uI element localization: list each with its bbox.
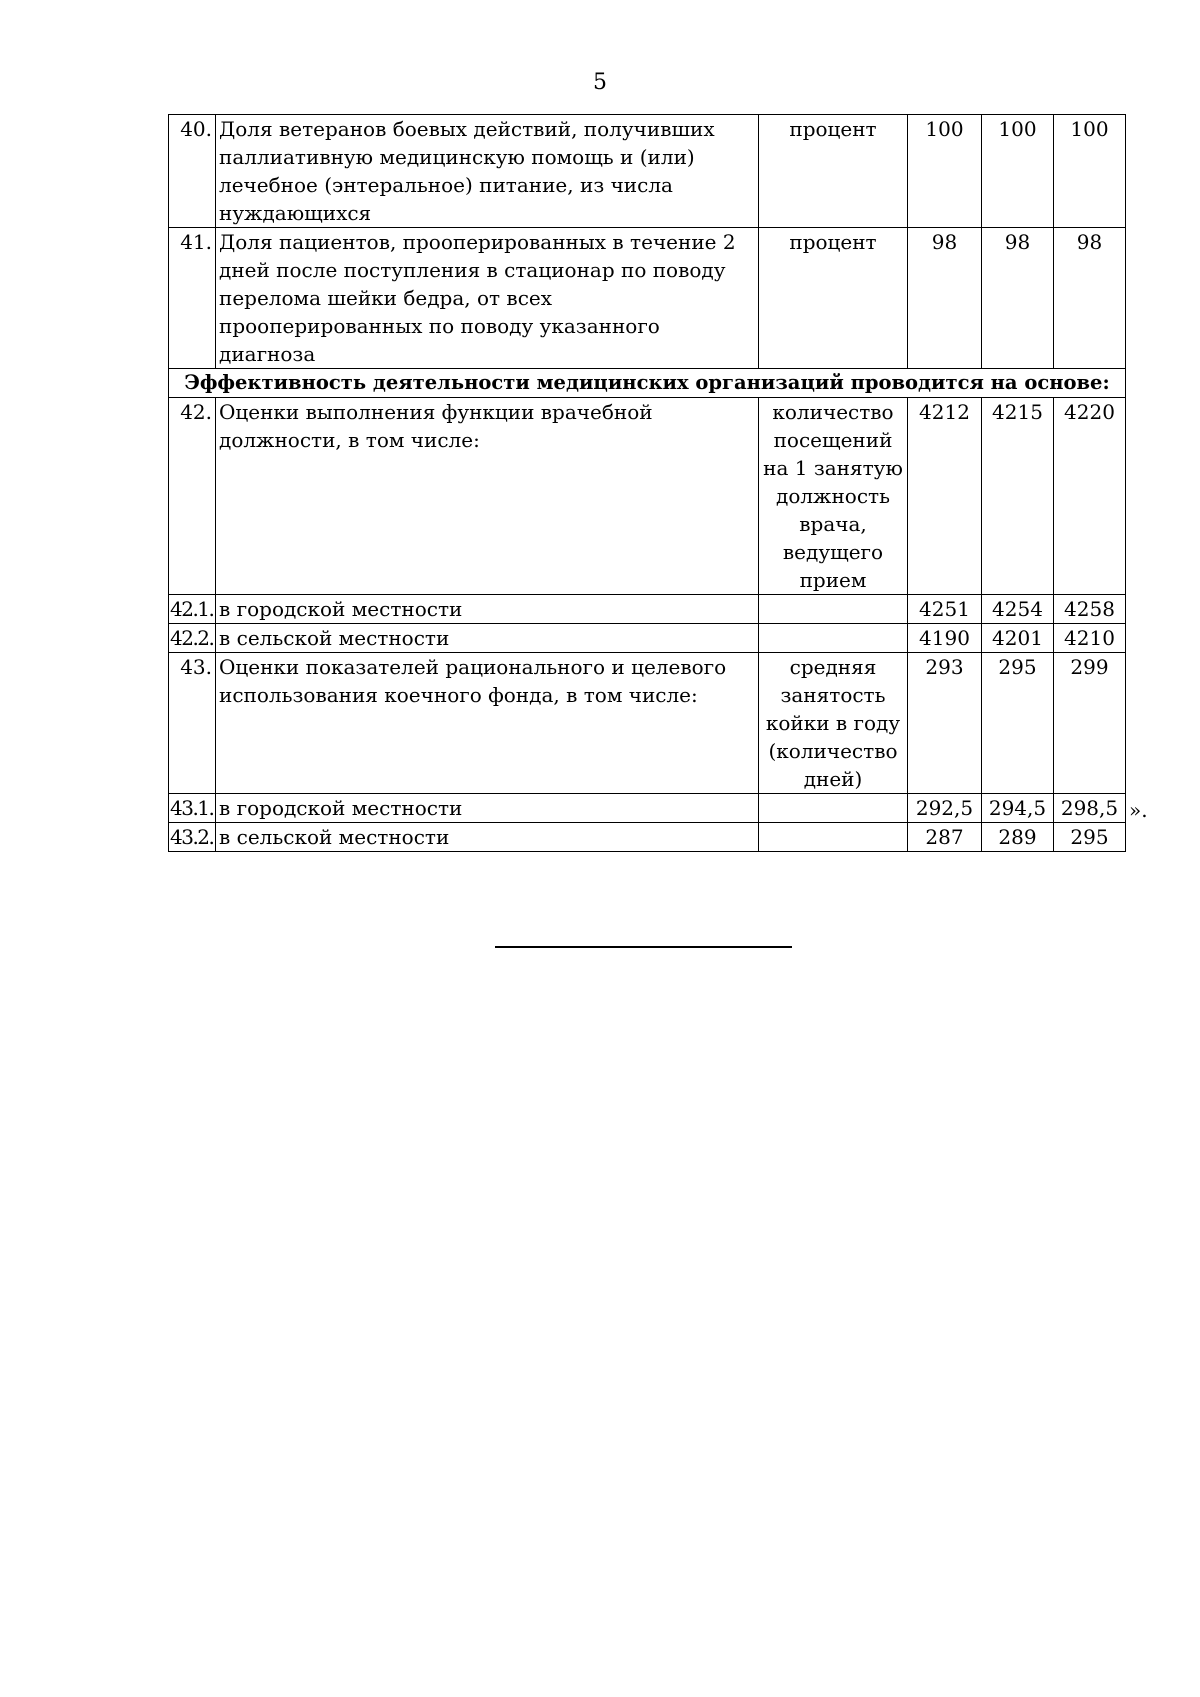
- table-row-43-2: [169, 823, 1126, 852]
- table-row-43-1: [169, 794, 1126, 823]
- row-number: 43.2.: [169, 823, 216, 852]
- value-year-1: 292,5: [908, 794, 982, 823]
- indicator-name: в сельской местности: [216, 823, 759, 852]
- row-number: 43.1.: [169, 794, 216, 823]
- unit-cell: [759, 595, 908, 624]
- indicators-table: [168, 114, 1126, 852]
- value-year-2: 100: [982, 115, 1054, 228]
- value-year-1: 287: [908, 823, 982, 852]
- unit-cell: [759, 794, 908, 823]
- indicator-name: в сельской местности: [216, 624, 759, 653]
- value-year-1: 4190: [908, 624, 982, 653]
- table-row-42: [169, 398, 1126, 595]
- value-year-2: 289: [982, 823, 1054, 852]
- indicator-name: Оценки показателей рационального и целевого использования коечного фонда, в том числе:: [216, 653, 759, 794]
- value-year-3: 299: [1054, 653, 1126, 794]
- value-year-3: 295: [1054, 823, 1126, 852]
- value-year-2: 294,5: [982, 794, 1054, 823]
- table-row-42-1: [169, 595, 1126, 624]
- table-row-43: [169, 653, 1126, 794]
- value-year-2: 295: [982, 653, 1054, 794]
- unit-cell: процент: [759, 228, 908, 369]
- end-divider-line: [495, 946, 792, 948]
- row-number: 40.: [169, 115, 216, 228]
- value-year-3: 298,5: [1054, 794, 1126, 823]
- page-number: 5: [593, 70, 607, 95]
- value-year-3: 98: [1054, 228, 1126, 369]
- row-number: 42.: [169, 398, 216, 595]
- row-number: 42.2.: [169, 624, 216, 653]
- unit-cell: процент: [759, 115, 908, 228]
- indicator-name: Доля пациентов, прооперированных в течение 2 дней после поступления в стационар по поводу перелома шейки бедра, от всех прооперированных по поводу указанного диагноза: [216, 228, 759, 369]
- row-number: 42.1.: [169, 595, 216, 624]
- unit-cell: средняя занятость койки в году (количество дней): [759, 653, 908, 794]
- value-year-1: 98: [908, 228, 982, 369]
- indicator-name: Оценки выполнения функции врачебной должности, в том числе:: [216, 398, 759, 595]
- value-year-1: 4212: [908, 398, 982, 595]
- indicator-name: в городской местности: [216, 595, 759, 624]
- indicator-name: в городской местности: [216, 794, 759, 823]
- value-year-3: 4220: [1054, 398, 1126, 595]
- indicator-name: Доля ветеранов боевых действий, получивших паллиативную медицинскую помощь и (или) лечебное (энтеральное) питание, из числа нуждающихся: [216, 115, 759, 228]
- value-year-1: 100: [908, 115, 982, 228]
- value-year-1: 293: [908, 653, 982, 794]
- value-year-1: 4251: [908, 595, 982, 624]
- value-year-3: 4210: [1054, 624, 1126, 653]
- closing-quote-mark: ».: [1129, 798, 1148, 822]
- table-section-row: [169, 369, 1126, 398]
- value-year-3: 4258: [1054, 595, 1126, 624]
- unit-cell: [759, 823, 908, 852]
- value-year-2: 98: [982, 228, 1054, 369]
- table-row-42-2: [169, 624, 1126, 653]
- row-number: 41.: [169, 228, 216, 369]
- value-year-2: 4201: [982, 624, 1054, 653]
- table-row-40: [169, 115, 1126, 228]
- section-heading: Эффективность деятельности медицинских организаций проводится на основе:: [169, 369, 1126, 398]
- table-row-41: [169, 228, 1126, 369]
- value-year-2: 4215: [982, 398, 1054, 595]
- row-number: 43.: [169, 653, 216, 794]
- value-year-3: 100: [1054, 115, 1126, 228]
- unit-cell: [759, 624, 908, 653]
- value-year-2: 4254: [982, 595, 1054, 624]
- unit-cell: количество посещений на 1 занятую должность врача, ведущего прием: [759, 398, 908, 595]
